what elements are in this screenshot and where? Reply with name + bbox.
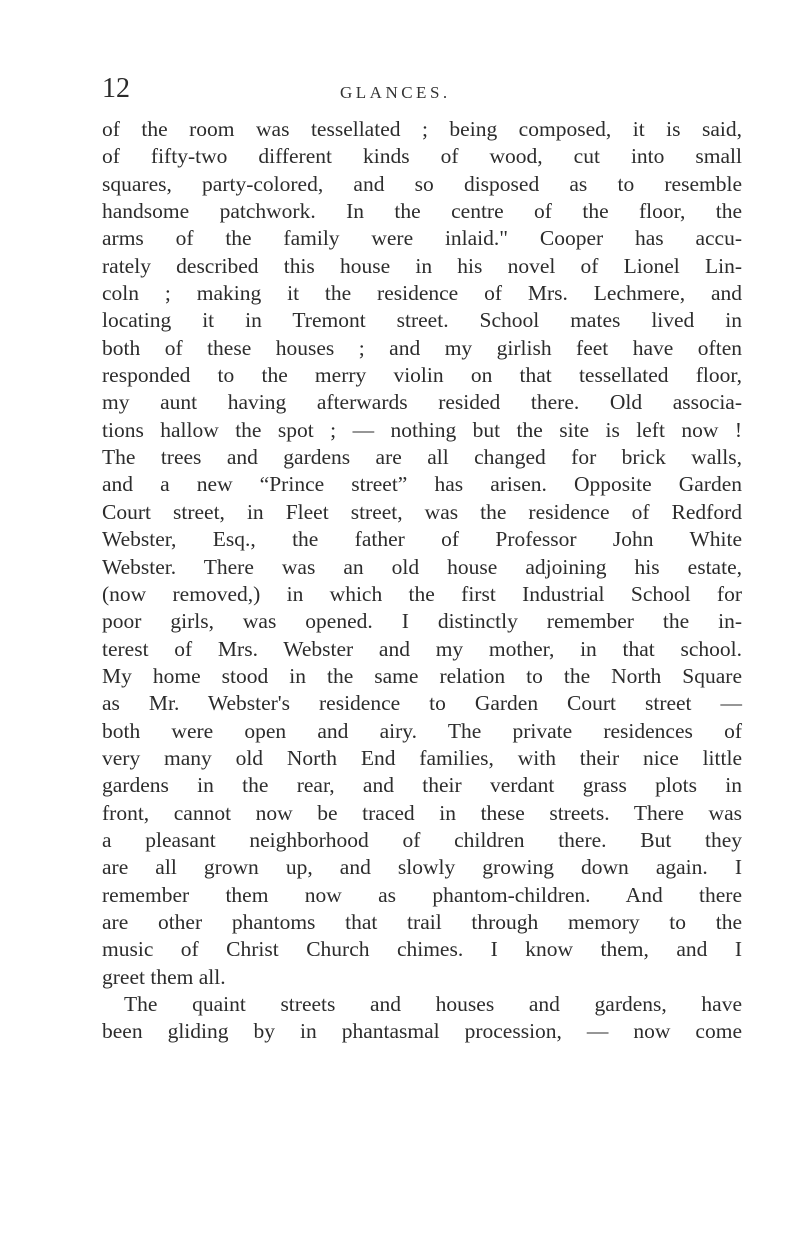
page-number: 12 — [102, 73, 130, 104]
text-line: terest of Mrs. Webster and my mother, in that school. — [102, 636, 742, 661]
text-line: a pleasant neighborhood of children there. But they — [102, 827, 742, 852]
text-line: both were open and airy. The private residences of — [102, 718, 742, 743]
text-line: arms of the family were inlaid." Cooper has accu- — [102, 226, 742, 251]
text-line: remember them now as phantom-children. And there — [102, 882, 742, 907]
running-head — [102, 72, 742, 112]
text-line: of the room was tessellated ; being composed, it is said, — [102, 117, 742, 141]
text-line: front, cannot now be traced in these streets. There was — [102, 800, 742, 825]
text-line: Court street, in Fleet street, was the residence of Redford — [102, 499, 742, 524]
text-line: my aunt having afterwards resided there. Old associa- — [102, 390, 742, 415]
text-line: My home stood in the same relation to the North Square — [102, 663, 742, 688]
text-line: both of these houses ; and my girlish feet have often — [102, 335, 742, 360]
text-line: as Mr. Webster's residence to Garden Court street — — [102, 691, 742, 716]
text-line: tions hallow the spot ; — nothing but the site is left now ! — [102, 417, 742, 442]
text-line: greet them all. — [102, 964, 226, 989]
text-line: gardens in the rear, and their verdant grass plots in — [102, 773, 742, 798]
text-line: music of Christ Church chimes. I know them, and I — [102, 937, 742, 962]
text-line: and a new “Prince street” has arisen. Opposite Garden — [102, 472, 742, 497]
text-line: (now removed,) in which the first Industrial School for — [102, 581, 742, 606]
text-line: Webster, Esq., the father of Professor John White — [102, 527, 742, 552]
text-line: rately described this house in his novel of Lionel Lin- — [102, 253, 742, 278]
text-line: very many old North End families, with their nice little — [102, 745, 742, 770]
text-line: coln ; making it the residence of Mrs. Lechmere, and — [102, 281, 742, 306]
text-line: poor girls, was opened. I distinctly remember the in- — [102, 609, 742, 634]
text-line: The trees and gardens are all changed for brick walls, — [102, 445, 742, 470]
text-line: responded to the merry violin on that tessellated floor, — [102, 363, 742, 388]
text-line: been gliding by in phantasmal procession, — now come — [102, 1019, 742, 1044]
text-line: The quaint streets and houses and gardens, have — [124, 992, 742, 1016]
text-line: handsome patchwork. In the centre of the floor, the — [102, 199, 742, 224]
text-line: locating it in Tremont street. School mates lived in — [102, 308, 742, 333]
text-line: of fifty-two different kinds of wood, cut into small — [102, 144, 742, 169]
body-text — [102, 116, 742, 1046]
text-line: are other phantoms that trail through memory to the — [102, 909, 742, 934]
text-line: Webster. There was an old house adjoining his estate, — [102, 554, 742, 579]
running-title: GLANCES. — [340, 83, 451, 102]
text-line: squares, party-colored, and so disposed as to resemble — [102, 171, 742, 196]
text-line: are all grown up, and slowly growing down again. I — [102, 855, 742, 880]
